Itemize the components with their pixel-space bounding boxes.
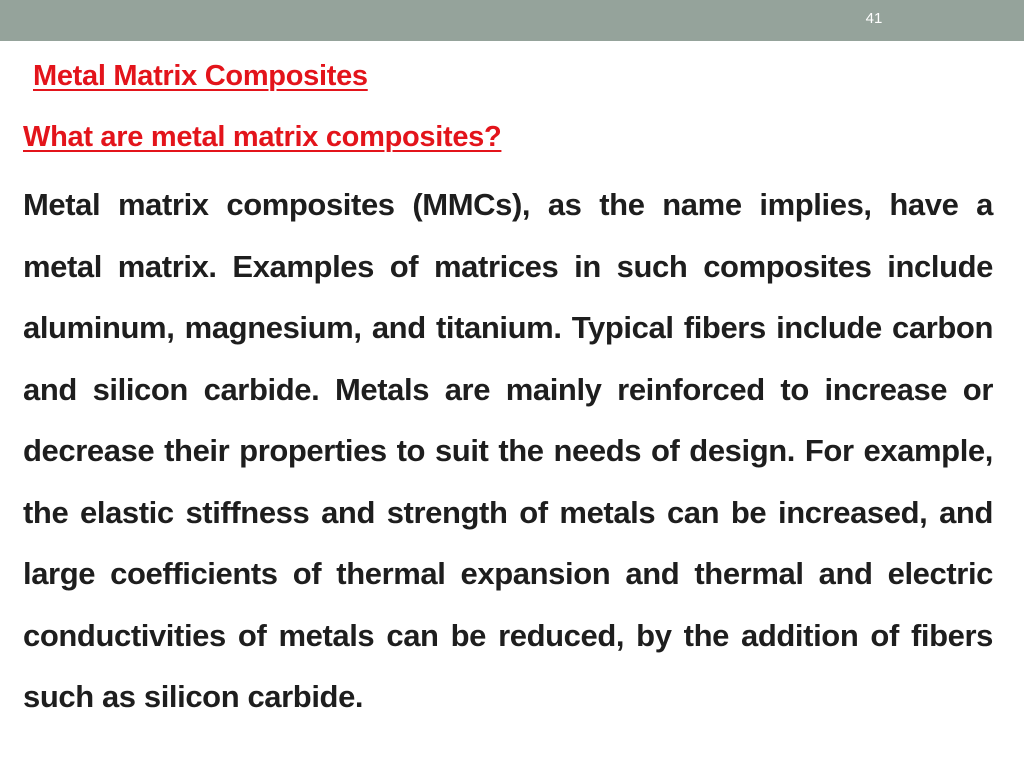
page-number: 41 xyxy=(865,10,883,27)
slide-title: Metal Matrix Composites xyxy=(33,60,368,92)
header-bar xyxy=(0,0,1024,41)
section-heading: What are metal matrix composites? xyxy=(23,121,502,153)
body-paragraph: Metal matrix composites (MMCs), as the name implies, have a metal matrix. Examples of matrices in such composites include aluminum, magnesium, and titanium. Typical fibers include carbon and silicon carbide. Metals are mainly reinforced to increase or decrease their properties to suit the needs of design. For example, the elastic stiffness and strength of metals can be increased, and large coefficients of thermal expansion and thermal and electric conductivities of metals can be reduced, by the addition of fibers such as silicon carbide. xyxy=(23,187,993,714)
